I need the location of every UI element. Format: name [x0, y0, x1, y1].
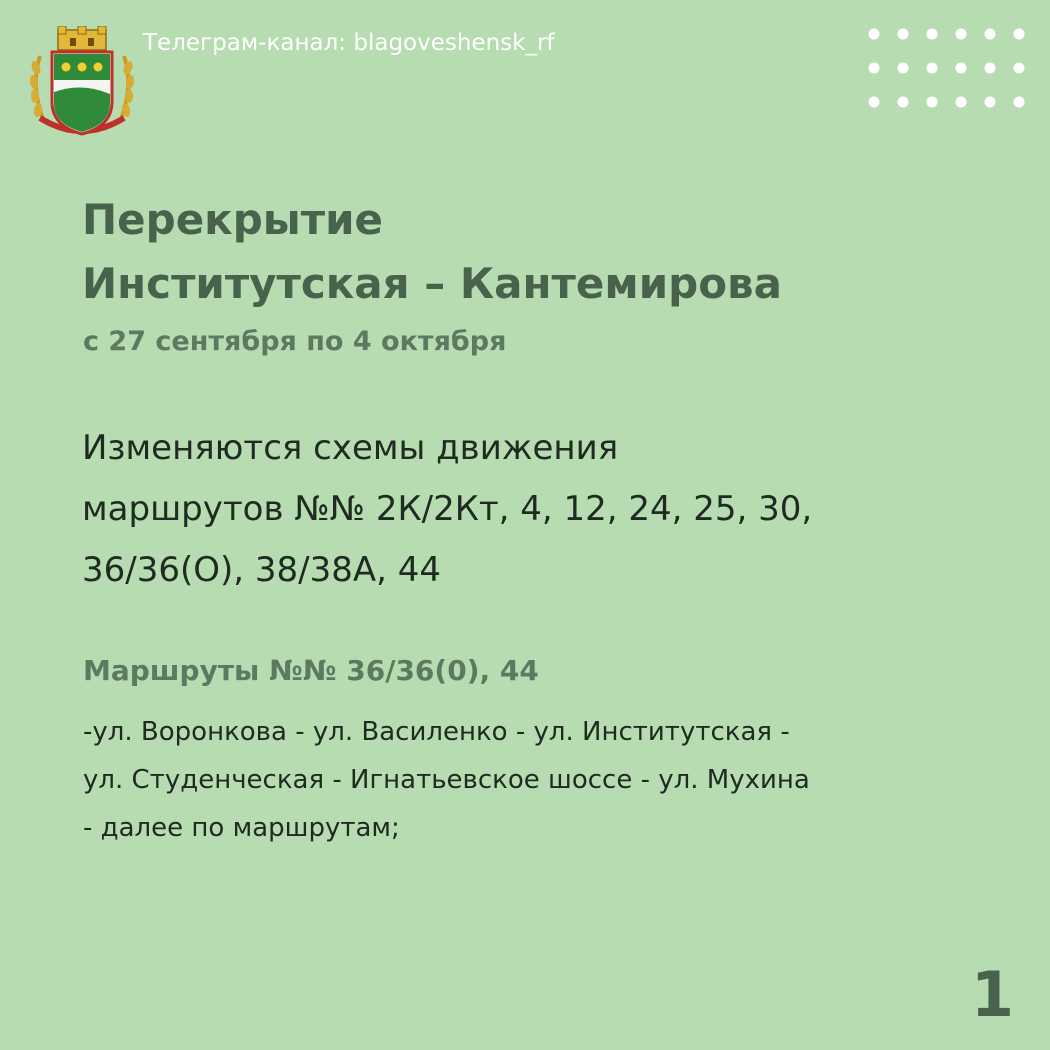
text-line: Изменяются схемы движения [82, 428, 619, 468]
title-line: Институтская – Кантемирова [82, 259, 782, 308]
text-line: -ул. Воронкова - ул. Василенко - ул. Институтская - [83, 717, 790, 747]
page-number: 1 [970, 958, 1014, 1031]
affected-routes-text [82, 418, 812, 601]
text-line: маршрутов №№ 2К/2Кт, 4, 12, 24, 25, 30, [82, 489, 813, 529]
detour-description [83, 708, 810, 852]
page-title [82, 188, 782, 316]
routes-heading: Маршруты №№ 36/36(0), 44 [83, 654, 539, 687]
title-line: Перекрытие [82, 195, 383, 244]
text-line: ул. Студенческая - Игнатьевское шоссе - ул. Мухина [83, 765, 810, 795]
closure-period: с 27 сентября по 4 октября [83, 326, 507, 357]
text-line: 36/36(О), 38/38А, 44 [82, 550, 442, 590]
city-coat-of-arms-icon [26, 26, 138, 144]
text-line: - далее по маршрутам; [83, 813, 400, 843]
dot-grid-icon [866, 26, 1030, 110]
channel-label: Телеграм-канал: blagoveshensk_rf [143, 30, 555, 56]
